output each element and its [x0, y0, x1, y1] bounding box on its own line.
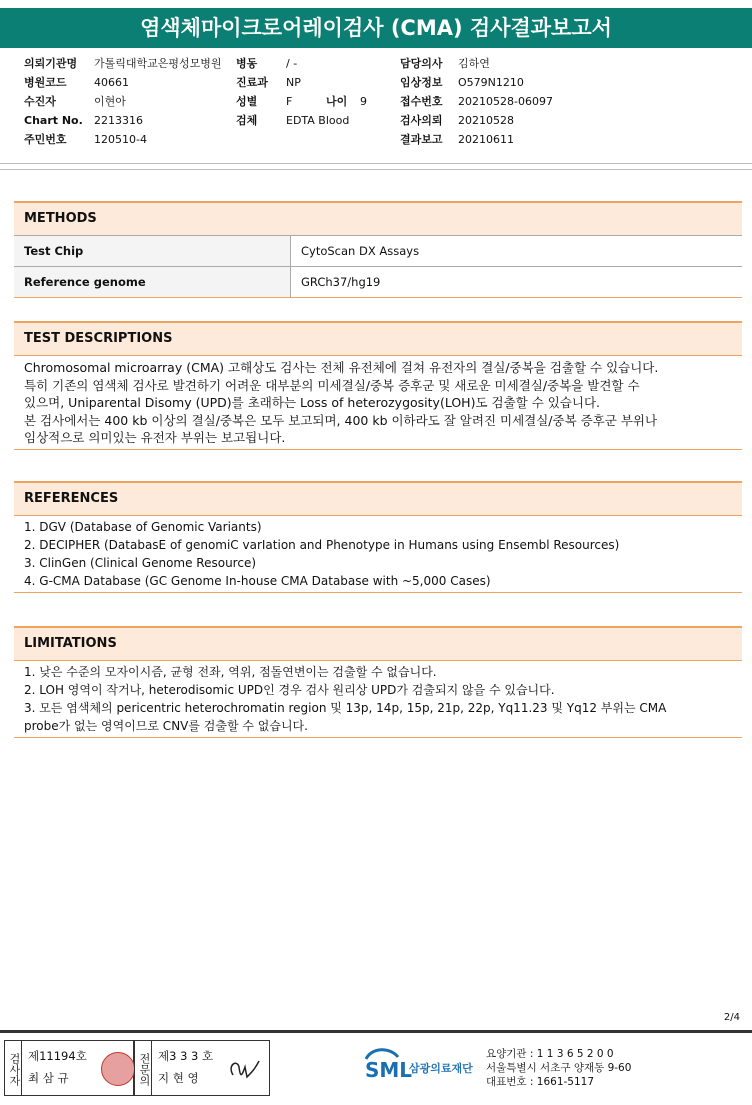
section-title: METHODS [14, 201, 742, 235]
org-contact [486, 1047, 631, 1089]
text-line: Chromosomal microarray (CMA) 고해상도 검사는 전체 유전체에 걸쳐 유전자의 결실/중복을 검출할 수 있습니다. [24, 360, 659, 375]
text-line: 임상적으로 의미있는 유전자 부위는 보고됩니다. [24, 430, 286, 445]
limitation-item: 2. LOH 영역이 작거나, heterodisomic UPD인 경우 검사 원리상 UPD가 검출되지 않을 수 있습니다. [24, 683, 555, 697]
seal-stamp-icon [101, 1052, 135, 1086]
limitations-section [14, 626, 742, 738]
signature-icon [225, 1055, 265, 1085]
reference-item: 3. ClinGen (Clinical Genome Resource) [24, 556, 257, 570]
section-title: LIMITATIONS [14, 626, 742, 660]
org-logo-text: SML [365, 1058, 413, 1082]
divider [0, 169, 752, 170]
report-title: 염색체마이크로어레이검사 (CMA) 검사결과보고서 [0, 8, 752, 48]
reference-item: 2. DECIPHER (DatabasE of genomiC varIation and Phenotype in Humans using Ensembl Resources) [24, 538, 620, 552]
descriptions-section [14, 321, 742, 450]
section-body [14, 355, 742, 450]
limitation-item: 3. 모든 염색체의 pericentric heterochromatin region 및 13p, 14p, 15p, 21p, 22p, Yq11.23 및 Yq12 부위는 CMA [24, 701, 667, 715]
table-row: Reference genome GRCh37/hg19 [14, 267, 742, 298]
specialist-license: 제3 3 3 호 [158, 1049, 214, 1063]
footer-divider [0, 1030, 752, 1033]
examiner-name: 최 삼 규 [28, 1071, 69, 1085]
patient-info-col2: 진료과 NP 성별 F 나이 9 검체 EDTA Blood [236, 76, 367, 127]
specialist-label: 전문의 [135, 1041, 152, 1095]
org-address: 서울특별시 서초구 양재동 9-60 [486, 1062, 632, 1074]
patient-info-col3: 담당의사 김하연 임상정보 O579N1210 접수번호 20210528-06097 검사의뢰 20210528 결과보고 20210611 [400, 57, 553, 146]
ward-info: 병동 / - [236, 57, 298, 70]
section-title: REFERENCES [14, 481, 742, 515]
page-number: 2/4 [723, 1012, 740, 1023]
limitation-item: 1. 낮은 수준의 모자이시즘, 균형 전좌, 역위, 점돌연변이는 검출할 수 없습니다. [24, 665, 437, 679]
specialist-signature-box [134, 1040, 270, 1096]
text-line: 특히 기존의 염색체 검사로 발견하기 어려운 대부분의 미세결실/중복 증후군 및 새로운 미세결실/중복을 발견할 수 [24, 377, 640, 393]
examiner-signature-box [4, 1040, 134, 1096]
reference-item: 1. DGV (Database of Genomic Variants) [24, 520, 262, 534]
methods-section [14, 201, 742, 298]
text-line: 있으며, Uniparental Disomy (UPD)를 초래하는 Loss of heterozygosity(LOH)도 검출할 수 있습니다. [24, 395, 601, 410]
patient-info-col1: 의뢰기관명 가톨릭대학교은평성모병원 병원코드 40661 수진자 이현아 Chart No. 2213316 주민번호 120510-4 [24, 57, 222, 146]
section-body [14, 660, 742, 738]
reference-item: 4. G-CMA Database (GC Genome In-house CMA Database with ~5,000 Cases) [24, 574, 491, 588]
limitation-item: probe가 없는 영역이므로 CNV를 검출할 수 없습니다. [24, 719, 308, 733]
org-code: 요양기관 : 1 1 3 6 5 2 0 0 [486, 1048, 614, 1060]
examiner-label: 검사자 [5, 1041, 22, 1095]
specialist-name: 지 현 영 [158, 1071, 199, 1085]
methods-table [14, 235, 742, 298]
org-name: 삼광의료재단 [409, 1062, 473, 1075]
hospital-name: 가톨릭대학교은평성모병원 [94, 57, 222, 70]
section-title: TEST DESCRIPTIONS [14, 321, 742, 355]
section-body [14, 515, 742, 593]
org-phone: 대표번호 : 1661-5117 [486, 1076, 595, 1088]
text-line: 본 검사에서는 400 kb 이상의 결실/중복은 모두 보고되며, 400 kb 이하라도 잘 알려진 미세결실/중복 증후군 부위나 [24, 412, 658, 428]
examiner-license: 제11194호 [28, 1049, 87, 1063]
references-section [14, 481, 742, 593]
table-row: Test Chip CytoScan DX Assays [14, 236, 742, 267]
divider [0, 163, 752, 164]
